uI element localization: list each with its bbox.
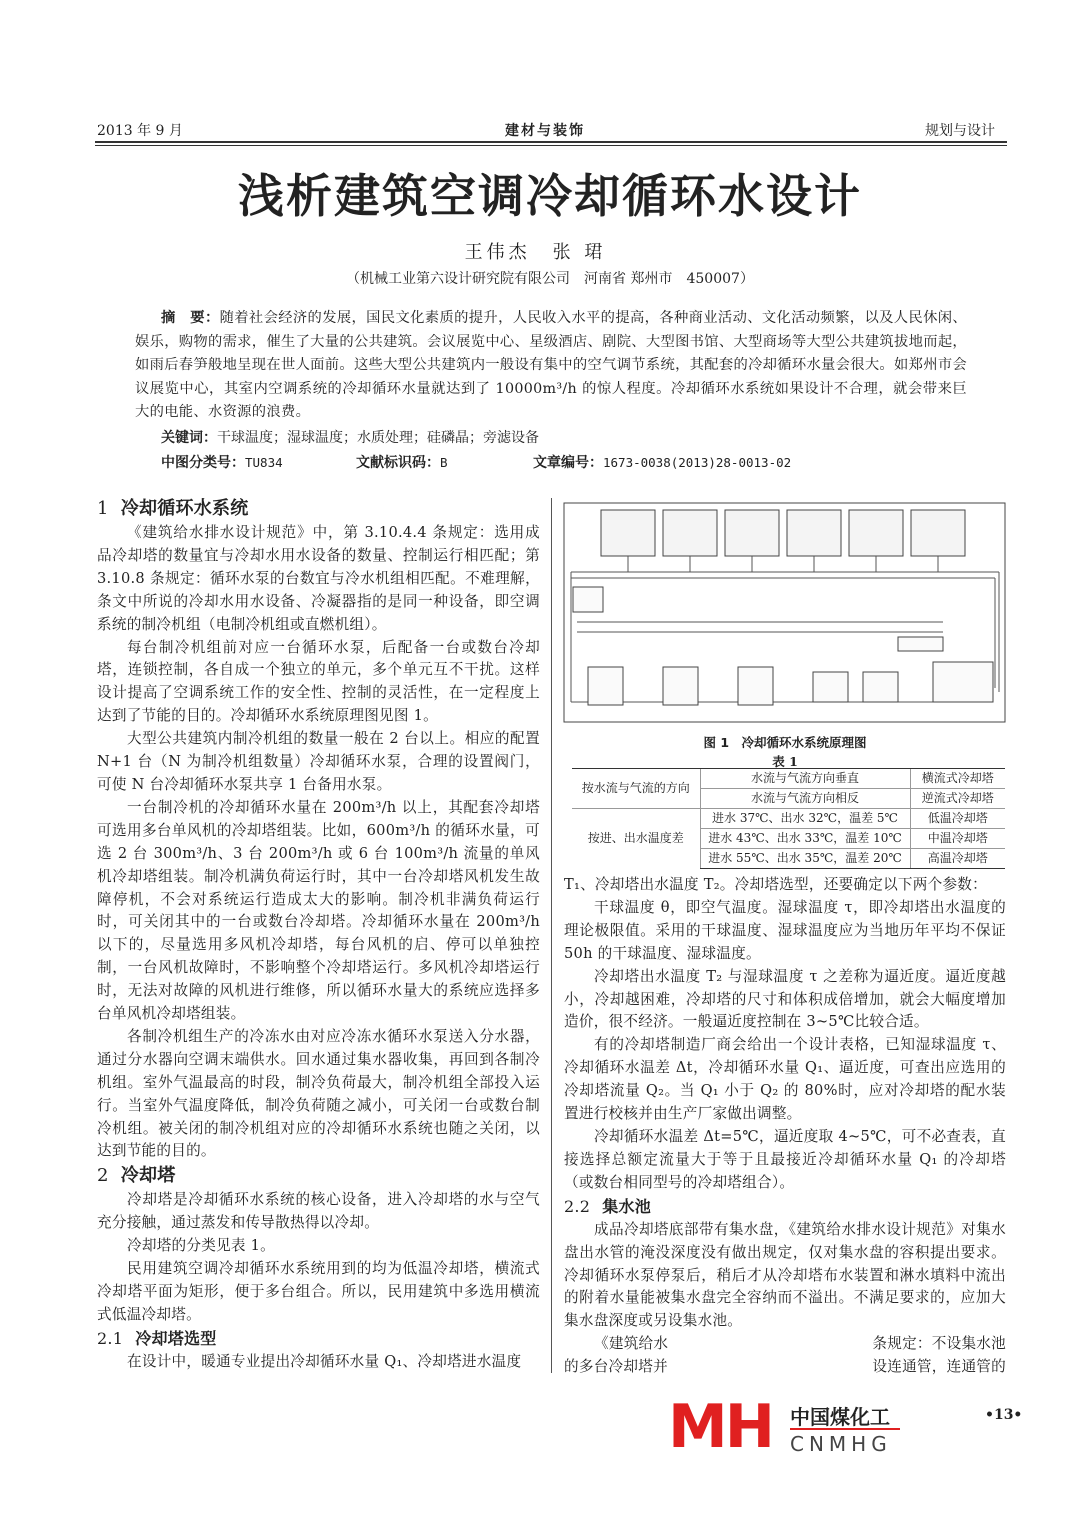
section-title: 冷却塔选型: [135, 1328, 217, 1348]
table-cell: 逆流式冷却塔: [910, 789, 1005, 809]
cooling-tower-classification-table: [572, 768, 1005, 869]
paragraph: 冷却塔是冷却循环水系统的核心设备，进入冷却塔的水与空气充分接触，通过蒸发和传导散热得以冷却。: [97, 1191, 540, 1232]
figure-caption: 图 1 冷却循环水系统原理图: [703, 735, 867, 750]
header-rule: [95, 141, 1007, 146]
paragraph: 冷却循环水温差 Δt=5℃，逼近度取 4~5℃，可不必查表，直接选择总额定流量大于等于且最接近冷却循环水量 Q₁ 的冷却塔（或数台相同型号的冷却塔组合）。: [564, 1127, 1006, 1191]
abstract-text: 随着社会经济的发展，国民文化素质的提升，人民收入水平的提高，各种商业活动、文化活动频繁，以及人民休闲、娱乐，购物的需求，催生了大量的公共建筑。会议展览中心、星级酒店、剧院、大型图书馆、大型商场等大型公共建筑拔地而起，如雨后春笋般地呈现在世人面前。这些大型公共建筑内一般设有集中的空气调节系统，其配套的冷却循环水量会很大。如郑州市会议展览中心，其室内空调系统的冷却循环水量就达到了 10000m³/h 的惊人程度。冷却循环水系统如果设计不合理，就会带来巨大的电能、水资源的浪费。: [135, 310, 968, 420]
classification: [161, 452, 283, 472]
text-fragment: 条规定：不设集水池: [872, 1335, 1006, 1353]
section-2-2-heading: [564, 1195, 1006, 1219]
keywords: [161, 427, 539, 447]
keywords-text: 干球温度；湿球温度；水质处理；硅磷晶；旁滤设备: [217, 430, 539, 446]
right-column: [564, 874, 1006, 1379]
paragraph: 各制冷机组生产的冷冻水由对应冷冻水循环水泵送入分水器，通过分水器向空调末端供水。回水通过集水器收集，再回到各制冷机组。室外气温最高的时段，制冷负荷最大，制冷机组全部投入运行。当室外气温度降低，制冷负荷随之减小，可关闭一台或数台制冷机组。被关闭的制冷机组对应的冷却循环水系统也随之关闭，以达到节能的目的。: [97, 1027, 540, 1160]
paragraph: 成品冷却塔底部带有集水盘，《建筑给水排水设计规范》对集水盘出水管的淹没深度没有做出规定，仅对集水盘的容积提出要求。冷却循环水泵停泵后，稍后才从冷却塔布水装置和淋水填料中流出的附着水量能被集水盘完全容纳而不溢出。不满足要求的，应加大集水盘深度或另设集水池。: [564, 1220, 1006, 1330]
text-fragment: 的多台冷却塔并: [564, 1358, 668, 1376]
table-cell: 进水 43℃、出水 33℃，温差 10℃: [700, 829, 910, 849]
section-1-heading: [97, 496, 540, 522]
keywords-label: 关键词：: [161, 430, 217, 446]
section-title: 冷却循环水系统: [120, 498, 249, 519]
table-cell: 低温冷却塔: [910, 809, 1005, 829]
watermark-en: CNMHG: [790, 1432, 892, 1456]
table-cell: 按进、出水温度差: [572, 809, 700, 869]
section-number: 1: [97, 498, 109, 519]
watermark-cn: 中国煤化工: [790, 1405, 890, 1429]
paragraph: 冷却塔出水温度 T₂ 与湿球温度 τ 之差称为逼近度。逼近度越小，冷却越困难，冷却塔的尺寸和体积成倍增加，就会大幅度增加造价，很不经济。一般逼近度控制在 3~5℃比较合适。: [564, 967, 1006, 1031]
paper-title: 浅析建筑空调冷却循环水设计: [238, 169, 862, 223]
table-row: [572, 809, 1005, 829]
paragraph: 干球温度 θ，即空气温度。湿球温度 τ，即冷却塔出水温度的理论极限值。采用的干球温度、湿球温度应为当地历年平均不保证 50h 的干球温度、湿球温度。: [564, 898, 1006, 962]
table-cell: 进水 55℃、出水 35℃，温差 20℃: [700, 849, 910, 869]
doc-code: [356, 452, 448, 472]
doc-code-value: B: [440, 455, 448, 470]
section-number: 2: [97, 1165, 109, 1187]
section-number: 2.1: [97, 1328, 124, 1348]
doc-code-label: 文献标识码：: [356, 455, 440, 471]
watermark-line: [790, 1428, 900, 1430]
section-title: 冷却塔: [120, 1165, 176, 1187]
header-journal: 建材与装饰: [505, 123, 585, 139]
classification-value: TU834: [245, 455, 283, 470]
article-number-label: 文章编号：: [533, 455, 603, 471]
table-caption: 表 1: [772, 754, 798, 769]
authors: 王伟杰 张 珺: [464, 242, 607, 263]
paragraph: [564, 1333, 1006, 1379]
abstract: [135, 307, 967, 425]
table-cell: 水流与气流方向相反: [700, 789, 910, 809]
cooling-towers: [601, 510, 965, 556]
table-row: [572, 769, 1005, 789]
classification-label: 中图分类号：: [161, 455, 245, 471]
text-fragment: 《建筑给水: [594, 1335, 669, 1353]
section-title: 集水池: [602, 1196, 651, 1216]
affiliation: （机械工业第六设计研究院有限公司 河南省 郑州市 450007）: [346, 271, 754, 287]
table-cell: 高温冷却塔: [910, 849, 1005, 869]
section-2-1-heading: [97, 1327, 540, 1351]
table-cell: 水流与气流方向垂直: [700, 769, 910, 789]
table-cell: 按水流与气流的方向: [572, 769, 700, 809]
paragraph: 冷却塔的分类见表 1。: [127, 1237, 276, 1255]
table-cell: 中温冷却塔: [910, 829, 1005, 849]
paragraph: 大型公共建筑内制冷机组的数量一般在 2 台以上。相应的配置 N+1 台（N 为制冷机组数量）冷却循环水泵，合理的设置阀门，可使 N 台冷却循环水泵共享 1 台备用水泵。: [97, 730, 540, 793]
paragraph: 《建筑给水排水设计规范》中，第 3.10.4.4 条规定：选用成品冷却塔的数量宜与冷却水用水设备的数量、控制运行相匹配；第 3.10.8 条规定：循环水泵的台数宜与冷水机组相匹配。不难理解，条文中所说的冷却水用水设备、冷凝器指的是同一种设备，即空调系统的制冷机组（电制冷机组或直燃机组）。: [97, 524, 540, 633]
header-section: 规划与设计: [925, 123, 995, 139]
paragraph: 有的冷却塔制造厂商会给出一个设计表格，已知湿球温度 τ、冷却循环水温差 Δt，冷却循环水量 Q₁、逼近度，可查出应选用的冷却塔流量 Q₂。当 Q₁ 小于 Q₂ 的 80%时，应对冷却塔的配水装置进行校核并由生产厂家做出调整。: [564, 1036, 1006, 1123]
paragraph: 民用建筑空调冷却循环水系统用到的均为低温冷却塔，横流式冷却塔平面为矩形，便于多台组合。所以，民用建筑中多选用横流式低温冷却塔。: [97, 1260, 540, 1323]
section-number: 2.2: [564, 1196, 591, 1216]
page-number: •13•: [985, 1407, 1023, 1423]
table-cell: 进水 37℃、出水 32℃，温差 5℃: [700, 809, 910, 829]
paragraph: 每台制冷机组前对应一台循环水泵，后配备一台或数台冷却塔，连锁控制，各自成一个独立的单元，多个单元互不干扰。这样设计提高了空调系统工作的安全性、控制的灵活性，在一定程度上达到了节能的目的。冷却循环水系统原理图见图 1。: [97, 638, 540, 725]
article-number: [533, 452, 791, 472]
watermark-logo: [668, 1392, 908, 1462]
watermark-mark: MH: [668, 1392, 772, 1462]
table-cell: 横流式冷却塔: [910, 769, 1005, 789]
paragraph: T₁、冷却塔出水温度 T₂。冷却塔选型，还要确定以下两个参数：: [564, 876, 987, 893]
left-column: [97, 496, 540, 1374]
article-number-value: 1673-0038(2013)28-0013-02: [603, 455, 792, 470]
cooling-water-system-diagram: [563, 502, 1007, 724]
header-date: 2013 年 9 月: [97, 123, 183, 139]
paragraph: 一台制冷机的冷却循环水量在 200m³/h 以上，其配套冷却塔可选用多台单风机的冷却塔组装。比如，600m³/h 的循环水量，可选 2 台 300m³/h、3 台 200m³/h 或 6 台 100m³/h 流量的单风机冷却塔组装。制冷机满负荷运行时，其中一台冷却塔风机发生故障停机，不会对系统运行造成太大的影响。制冷机非满负荷运行时，可关闭其中的一台或数台冷却塔。冷却循环水量在 200m³/h 以下的，尽量选用多风机冷却塔，每台风机的启、停可以单独控制，一台风机故障时，不影响整个冷却塔运行。多风机冷却塔运行时，无法对故障的风机进行维修，所以循环水量大的系统应选择多台单风机冷却塔组装。: [97, 798, 540, 1023]
abstract-label: 摘 要：: [161, 310, 220, 326]
column-divider: [551, 498, 552, 1373]
section-2-heading: [97, 1163, 540, 1189]
text-fragment: 设连通管，连通管的: [872, 1358, 1006, 1376]
equipment-boxes: [573, 587, 993, 705]
paragraph: 在设计中，暖通专业提出冷却循环水量 Q₁、冷却塔进水温度: [127, 1352, 522, 1370]
